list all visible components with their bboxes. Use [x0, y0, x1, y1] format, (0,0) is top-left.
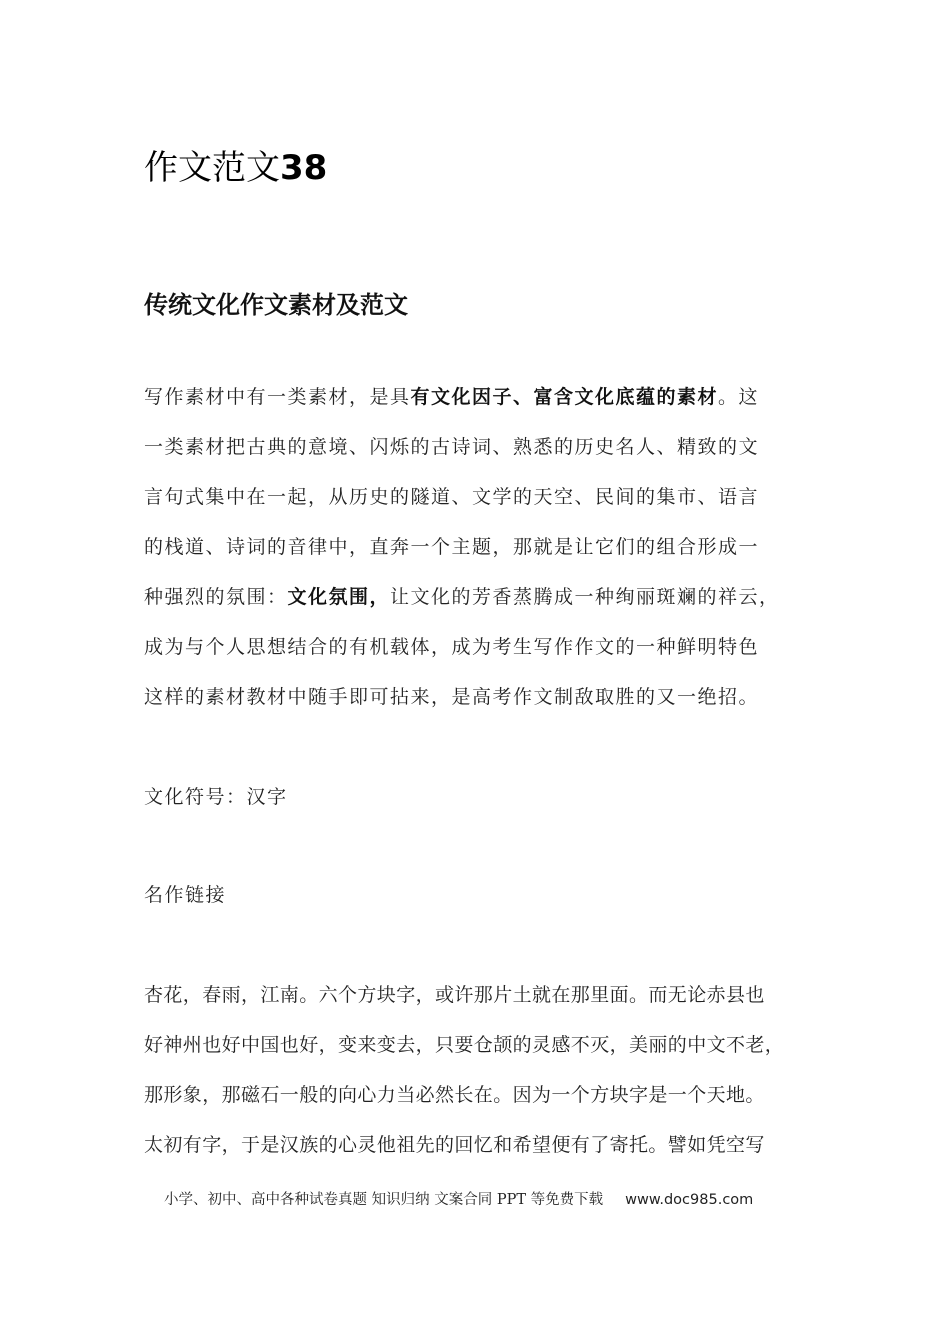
- title-number: 38: [280, 148, 328, 188]
- paragraph-line: [144, 572, 814, 622]
- bold-text-run: 文化氛围，: [287, 586, 391, 608]
- text-run: 种强烈的氛围：: [144, 586, 288, 608]
- page-title: [144, 140, 327, 196]
- paragraph-line: 言句式集中在一起，从历史的隧道、文学的天空、民间的集市、语言: [144, 486, 760, 508]
- title-text: 作文范文: [144, 148, 280, 188]
- footer-text: 小学、初中、高中各种试卷真题 知识归纳 文案合同 PPT 等免费下载: [164, 1192, 604, 1208]
- footer-url: www.doc985.com: [625, 1192, 754, 1208]
- article-subtitle: 传统文化作文素材及范文: [144, 291, 408, 319]
- intro-paragraph: [144, 372, 814, 722]
- paragraph-line: 一类素材把古典的意境、闪烁的古诗词、熟悉的历史名人、精致的文: [144, 436, 760, 458]
- text-run: 。这: [718, 386, 760, 408]
- section-label: 文化符号：汉字: [144, 786, 288, 808]
- paragraph-line: 的栈道、诗词的音律中，直奔一个主题，那就是让它们的组合形成一: [144, 536, 760, 558]
- paragraph-line: 这样的素材教材中随手即可拈来，是高考作文制敌取胜的又一绝招。: [144, 686, 760, 708]
- bold-text-run: 有文化因子、富含文化底蕴的素材: [410, 386, 719, 408]
- text-run: 写作素材中有一类素材，是具: [144, 386, 411, 408]
- paragraph-line: 杏花，春雨，江南。六个方块字，或许那片土就在那里面。而无论赤县也: [144, 984, 765, 1006]
- paragraph-line: 那形象，那磁石一般的向心力当必然长在。因为一个方块字是一个天地。: [144, 1084, 765, 1106]
- paragraph-line: 太初有字，于是汉族的心灵他祖先的回忆和希望便有了寄托。譬如凭空写: [144, 1134, 765, 1156]
- text-run: 让文化的芳香蒸腾成一种绚丽斑斓的祥云，: [390, 586, 780, 608]
- paragraph-line: 成为与个人思想结合的有机载体，成为考生写作作文的一种鲜明特色: [144, 636, 760, 658]
- link-label: 名作链接: [144, 884, 227, 906]
- essay-paragraph: [144, 970, 814, 1170]
- paragraph-line: 好神州也好中国也好，变来变去，只要仓颉的灵感不灭，美丽的中文不老，: [144, 1034, 785, 1056]
- page-footer: [164, 1188, 753, 1212]
- paragraph-line: [144, 372, 814, 422]
